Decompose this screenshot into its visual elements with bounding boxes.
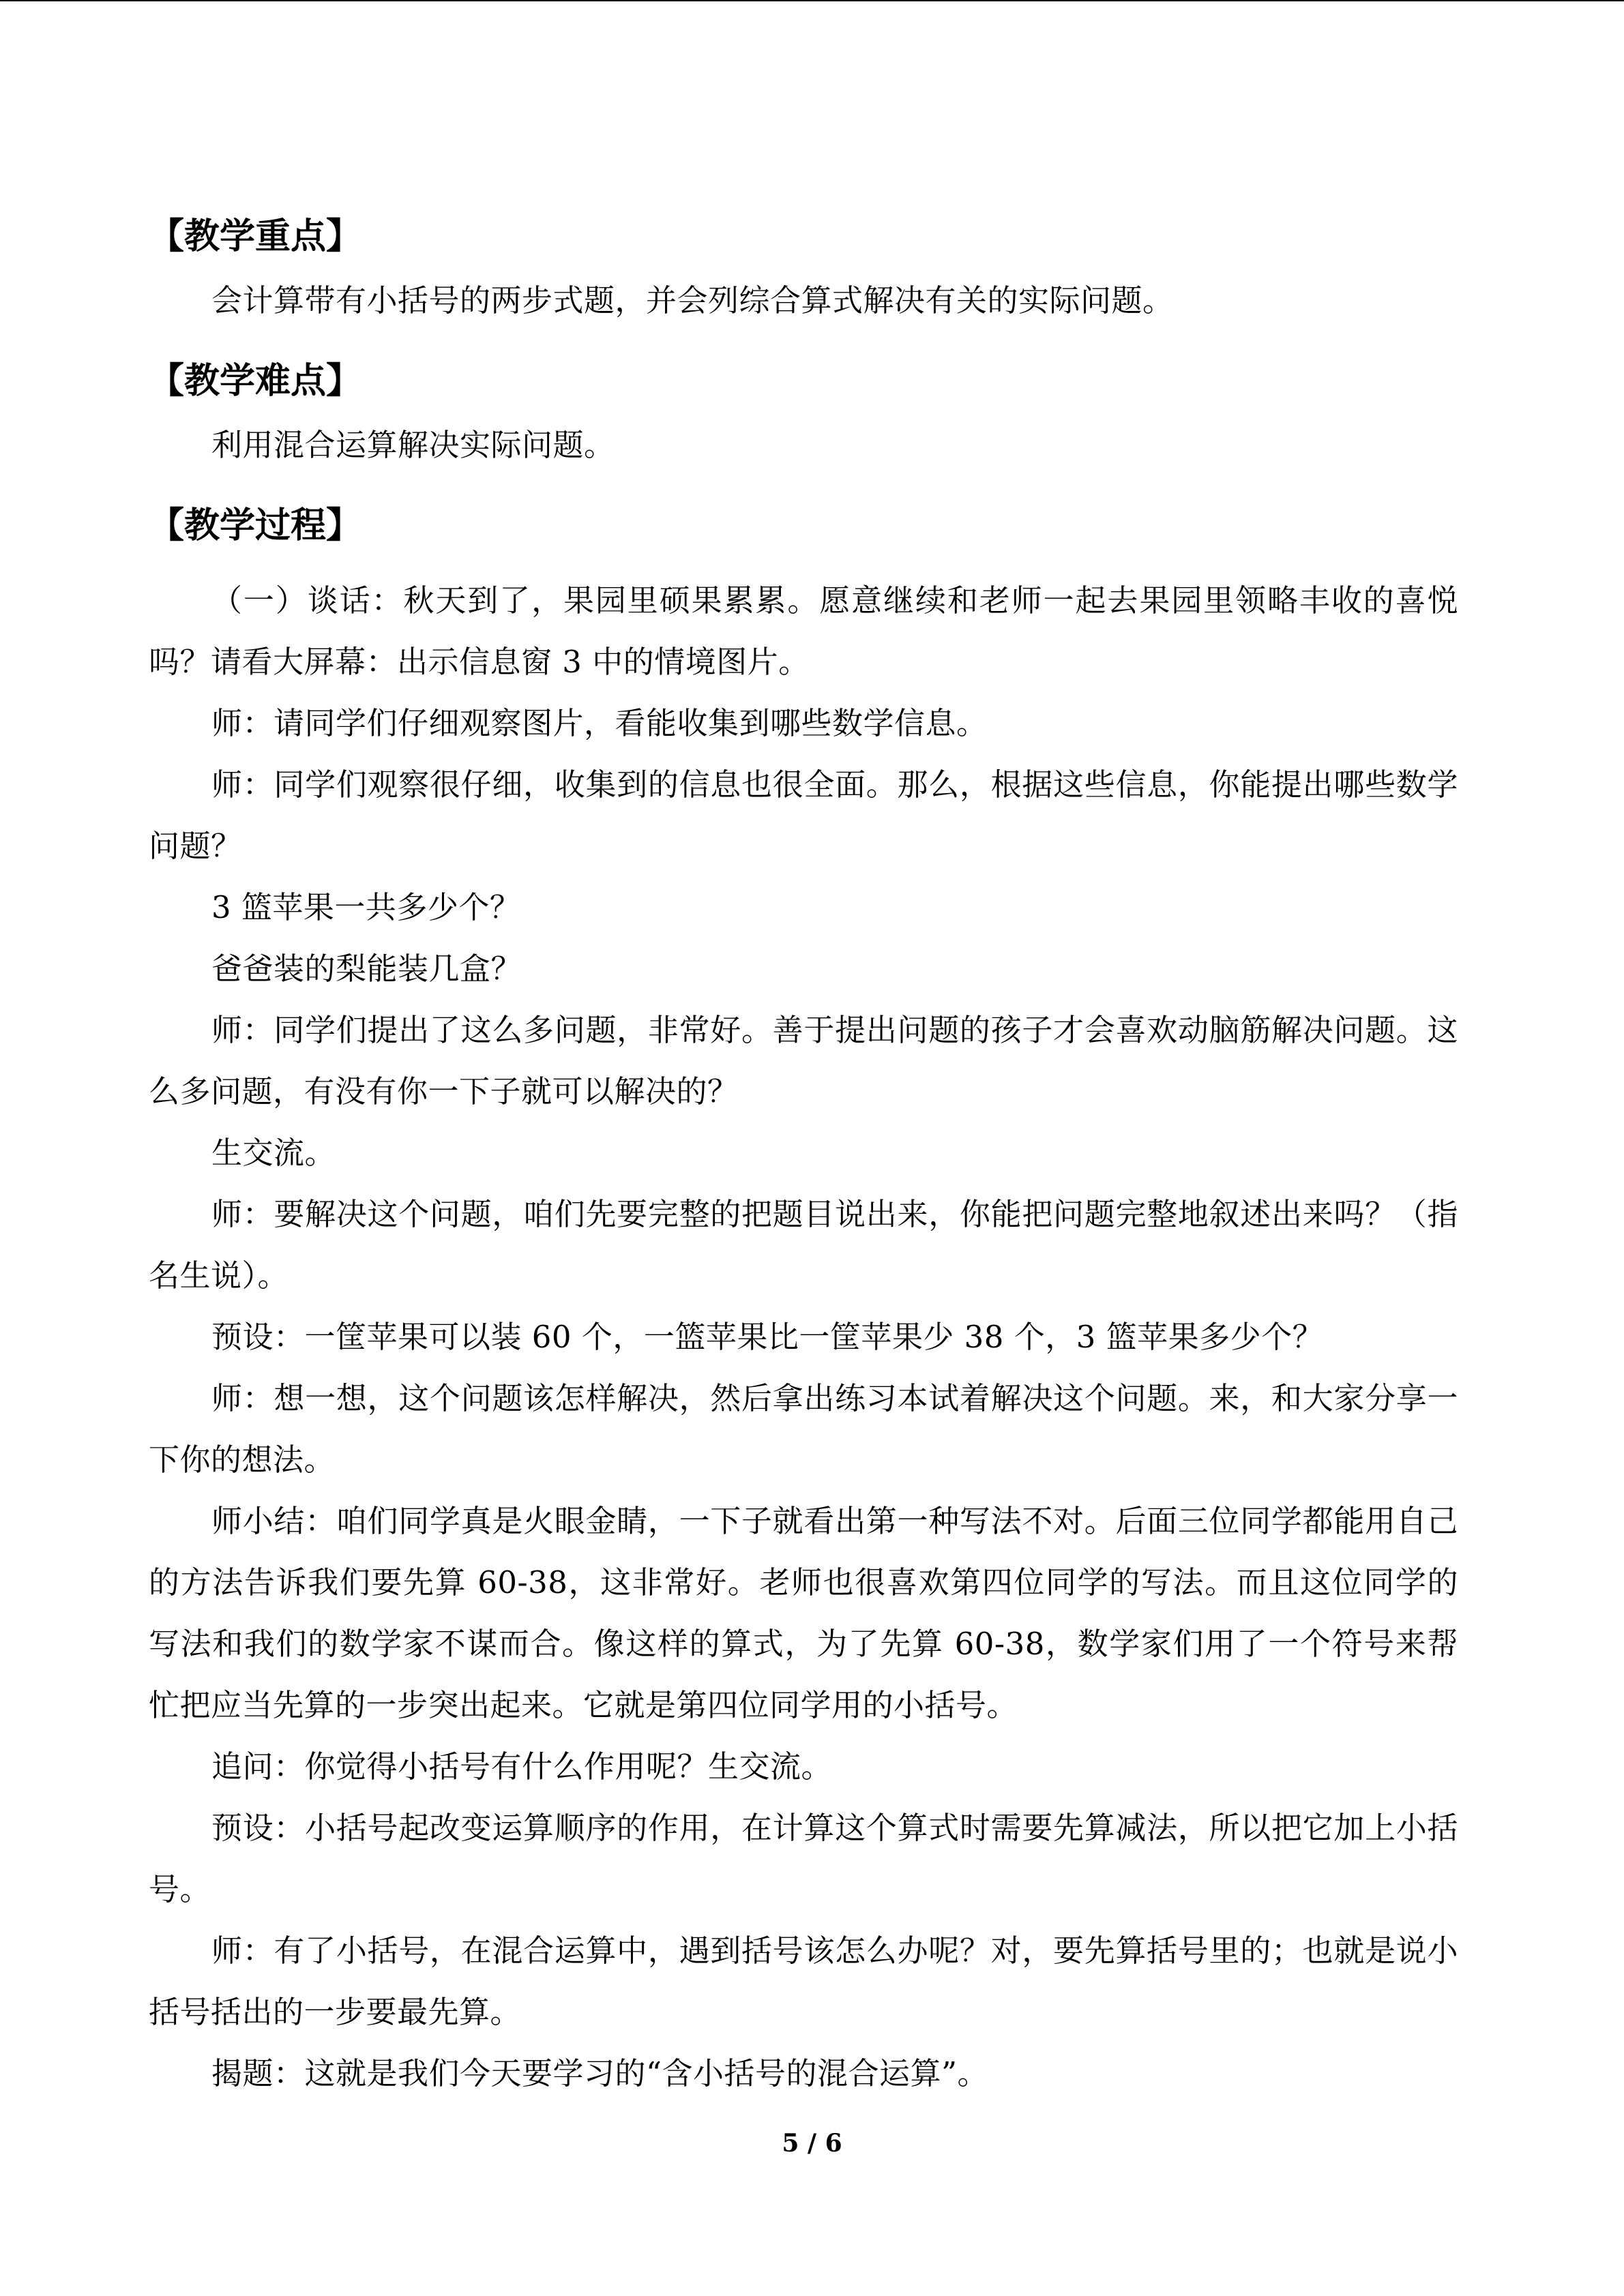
- process-paragraph: （一）谈话：秋天到了，果园里硕果累累。愿意继续和老师一起去果园里领略丰收的喜悦吗？请看大屏幕：出示信息窗 3 中的情境图片。: [149, 582, 1458, 680]
- process-paragraph: 师：想一想，这个问题该怎样解决，然后拿出练习本试着解决这个问题。来，和大家分享一下你的想法。: [149, 1380, 1458, 1478]
- page-number: 5 / 6: [782, 2129, 842, 2158]
- process-paragraph: 师：同学们提出了这么多问题，非常好。善于提出问题的孩子才会喜欢动脑筋解决问题。这么多问题，有没有你一下子就可以解决的？: [149, 1012, 1458, 1109]
- difficult-points-heading: 【教学难点】: [149, 361, 362, 402]
- process-paragraph: 师：要解决这个问题，咱们先要完整的把题目说出来，你能把问题完整地叙述出来吗？（指名生说）。: [149, 1196, 1458, 1294]
- process-heading: 【教学过程】: [149, 505, 362, 546]
- process-paragraph: 师：同学们观察很仔细，收集到的信息也很全面。那么，根据这些信息，你能提出哪些数学问题？: [149, 766, 1458, 864]
- key-points-heading: 【教学重点】: [149, 216, 362, 257]
- process-paragraph: 预设：一筐苹果可以装 60 个，一篮苹果比一筐苹果少 38 个，3 篮苹果多少个？: [211, 1319, 1324, 1355]
- document-content: [149, 206, 1458, 2104]
- difficult-points-body: 利用混合运算解决实际问题。: [211, 427, 615, 463]
- process-paragraph: 预设：小括号起改变运算顺序的作用，在计算这个算式时需要先算减法，所以把它加上小括号。: [149, 1810, 1458, 1907]
- process-body: [149, 570, 1458, 2104]
- key-points-body: 会计算带有小括号的两步式题，并会列综合算式解决有关的实际问题。: [211, 282, 1174, 318]
- process-paragraph: 师：请同学们仔细观察图片，看能收集到哪些数学信息。: [211, 705, 988, 741]
- process-paragraph: 师：有了小括号，在混合运算中，遇到括号该怎么办呢？对，要先算括号里的；也就是说小括号括出的一步要最先算。: [149, 1933, 1458, 2030]
- process-paragraph: 3 篮苹果一共多少个？: [211, 889, 521, 925]
- process-paragraph: 爸爸装的梨能装几盒？: [211, 951, 522, 987]
- process-paragraph: 生交流。: [211, 1135, 336, 1171]
- process-paragraph: 师小结：咱们同学真是火眼金睛，一下子就看出第一种写法不对。后面三位同学都能用自己的方法告诉我们要先算 60-38，这非常好。老师也很喜欢第四位同学的写法。而且这位同学的写法和我们的数学家不谋而合。像这样的算式，为了先算 60-38，数学家们用了一个符号来帮忙把应当先算的一步突出起来。它就是第四位同学用的小括号。: [149, 1503, 1458, 1723]
- process-paragraph: 追问：你觉得小括号有什么作用呢？生交流。: [211, 1748, 833, 1785]
- process-paragraph: 揭题：这就是我们今天要学习的“含小括号的混合运算”。: [211, 2055, 989, 2091]
